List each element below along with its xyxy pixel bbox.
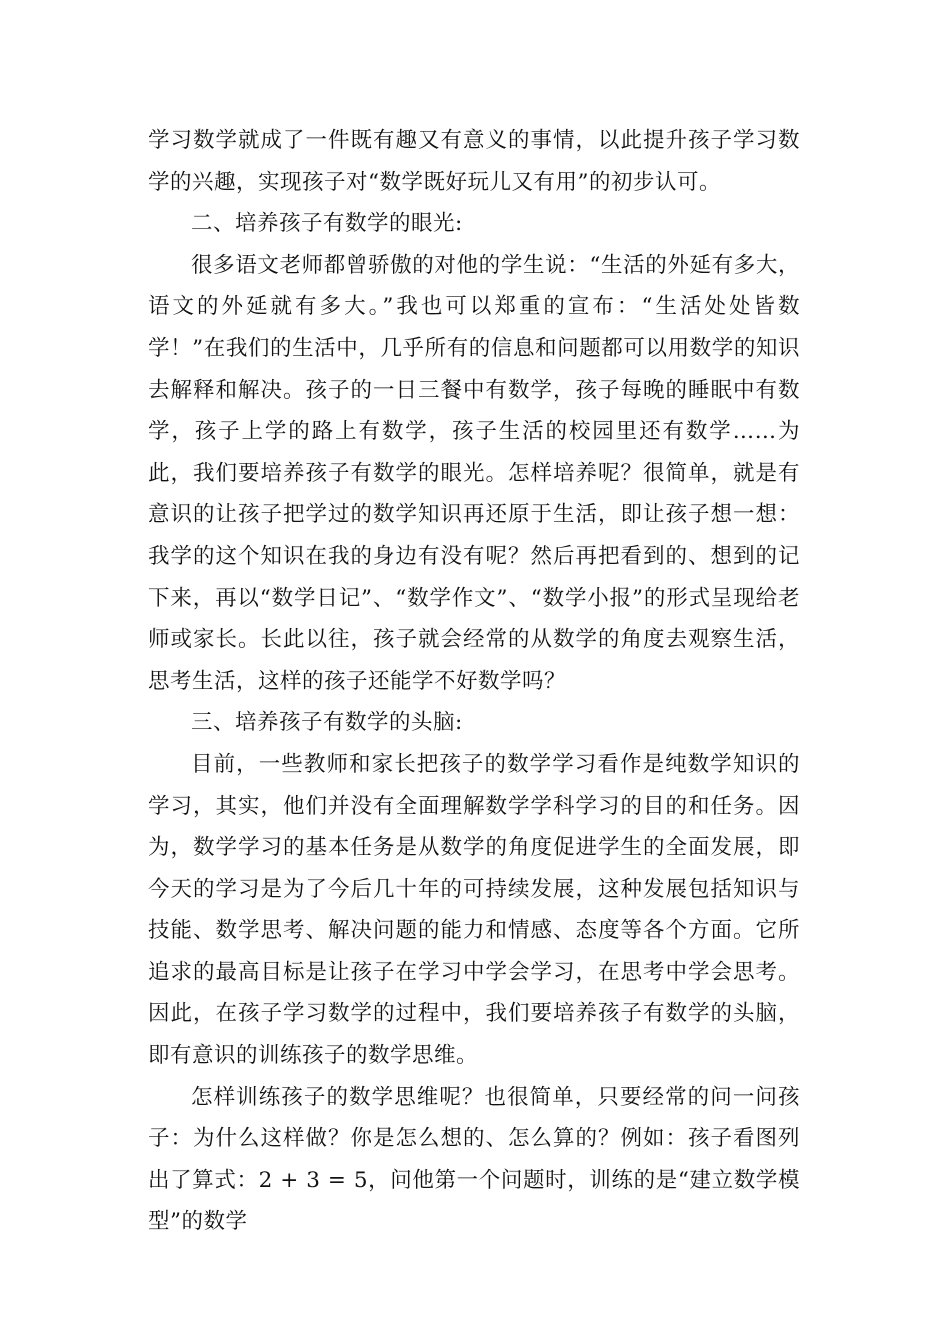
document-body — [148, 120, 800, 1243]
paragraph-math-mind: 目前，一些教师和家长把孩子的数学学习看作是纯数学知识的学习，其实，他们并没有全面理解数学学科学习的目的和任务。因为，数学学习的基本任务是从数学的角度促进学生的全面发展，即今天的学习是为了今后几十年的可持续发展，这种发展包括知识与技能、数学思考、解决问题的能力和情感、态度等各个方面。它所追求的最高目标是让孩子在学习中学会学习，在思考中学会思考。因此，在孩子学习数学的过程中，我们要培养孩子有数学的头脑，即有意识的训练孩子的数学思维。 — [148, 751, 800, 1069]
heading-section-3: 三、培养孩子有数学的头脑: — [191, 710, 463, 736]
paragraph-math-eyes: 很多语文老师都曾骄傲的对他的学生说：“生活的外延有多大，语文的外延就有多大。”我也可以郑重的宣布：“生活处处皆数学！”在我们的生活中，几乎所有的信息和问题都可以用数学的知识去解释和解决。孩子的一日三餐中有数学，孩子每晚的睡眠中有数学，孩子上学的路上有数学，孩子生活的校园里还有数学……为此，我们要培养孩子有数学的眼光。怎样培养呢？很简单，就是有意识的让孩子把学过的数学知识再还原于生活，即让孩子想一想：我学的这个知识在我的身边有没有呢？然后再把看到的、想到的记下来，再以“数学日记”、“数学作文”、“数学小报”的形式呈现给老师或家长。长此以往，孩子就会经常的从数学的角度去观察生活，思考生活，这样的孩子还能学不好数学吗？ — [148, 252, 800, 694]
paragraph-continuation: 学习数学就成了一件既有趣又有意义的事情，以此提升孩子学习数学的兴趣，实现孩子对“数学既好玩儿又有用”的初步认可。 — [148, 128, 800, 195]
heading-section-2: 二、培养孩子有数学的眼光: — [191, 211, 463, 237]
paragraph-math-thinking: 怎样训练孩子的数学思维呢？也很简单，只要经常的问一问孩子：为什么这样做？你是怎么想的、怎么算的？例如：孩子看图列出了算式：2 + 3 = 5，问他第一个问题时，训练的是“建立数学模型”的数学 — [148, 1084, 800, 1235]
